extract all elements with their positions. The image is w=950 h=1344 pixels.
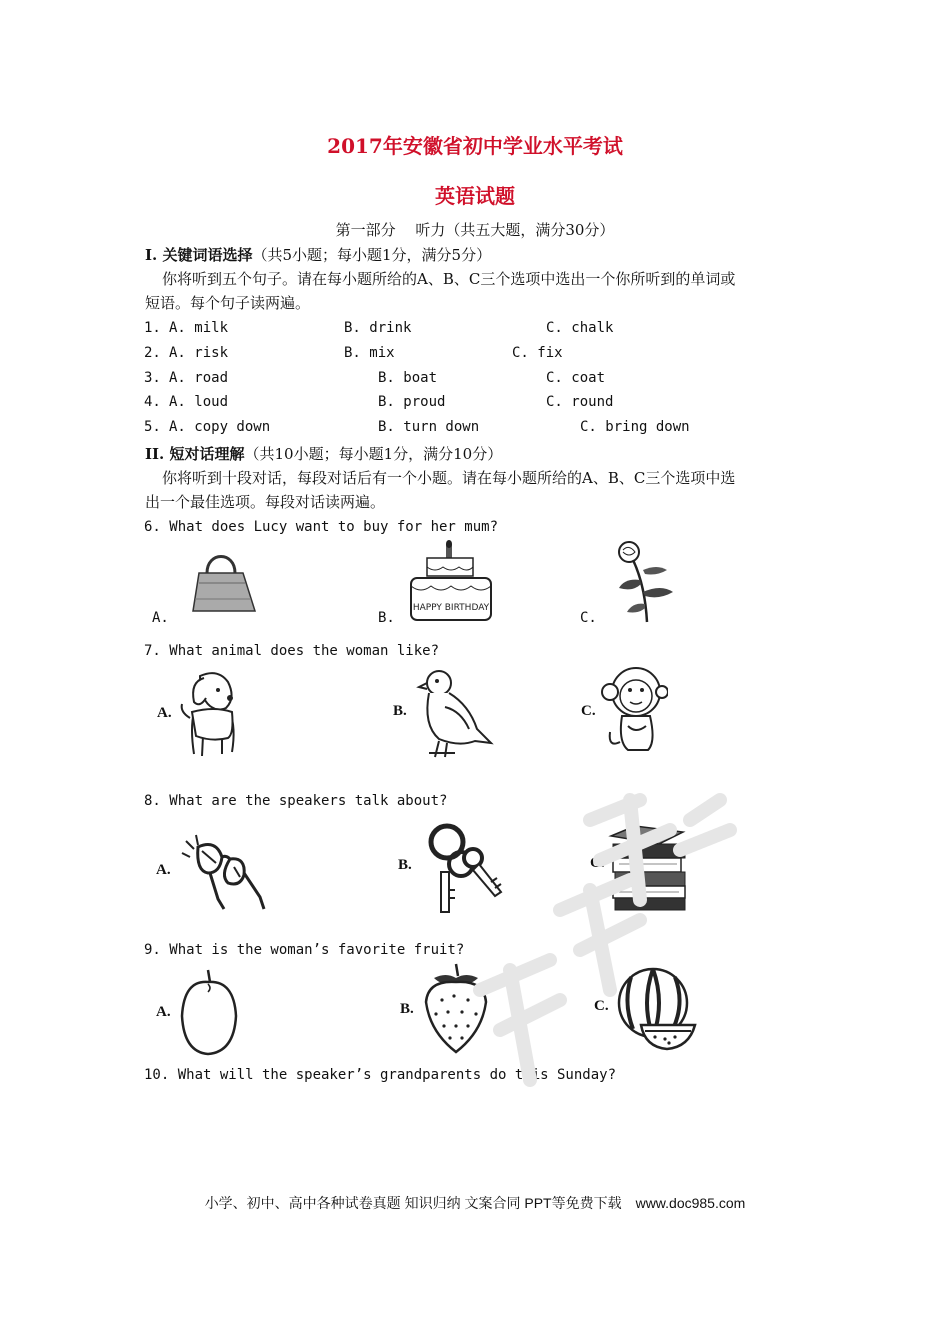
- item-option-c: C. bring down: [580, 419, 690, 435]
- item-option-a: A. milk: [169, 320, 229, 336]
- question-8: 8. What are the speakers talk about?: [144, 793, 448, 809]
- q7-option-a: A.: [157, 705, 172, 721]
- item-option-b: B. boat: [378, 370, 438, 386]
- item-option-b: B. proud: [378, 394, 446, 410]
- item-option-b: B. turn down: [378, 419, 480, 435]
- question-7: 7. What animal does the woman like?: [144, 643, 440, 659]
- q6-option-b: B.: [378, 610, 395, 626]
- birthday-cake-icon: [405, 540, 497, 625]
- item-number: 4.: [144, 394, 161, 410]
- exam-subtitle: 英语试题: [435, 184, 515, 208]
- q6-option-c: C.: [580, 610, 597, 626]
- item-number: 2.: [144, 345, 161, 361]
- q9-option-c: C.: [594, 998, 609, 1014]
- watermark-decoration: [440, 760, 740, 1100]
- section1-instruction-1: 你将听到五个句子。请在每小题所给的A、B、C三个选项中选出一个你所听到的单词或: [162, 270, 736, 288]
- question-6: 6. What does Lucy want to buy for her mum?: [144, 519, 499, 535]
- q8-option-c: C.: [590, 855, 605, 871]
- item-number: 1.: [144, 320, 161, 336]
- item-option-a: A. loud: [169, 394, 229, 410]
- section1-title: I. 关键词语选择: [145, 246, 253, 264]
- section1-meta: （共5小题；每小题1分，满分5分）: [252, 246, 492, 264]
- part-one-heading: 第一部分 听力（共五大题，满分30分）: [335, 221, 615, 239]
- q8-option-b: B.: [398, 857, 412, 873]
- question-10: 10. What will the speaker’s grandparents do this Sunday?: [144, 1067, 617, 1083]
- page-footer: 小学、初中、高中各种试卷真题 知识归纳 文案合同 PPT等免费下载 www.doc985.com: [204, 1195, 746, 1211]
- question-9: 9. What is the woman’s favorite fruit?: [144, 942, 465, 958]
- item-number: 3.: [144, 370, 161, 386]
- q6-option-a: A.: [152, 610, 169, 626]
- glasses-icon: [180, 833, 270, 913]
- item-option-a: A. copy down: [169, 419, 271, 435]
- section1-heading: [145, 244, 491, 265]
- section2-heading: [145, 443, 502, 464]
- section2-instruction-2: 出一个最佳选项。每段对话读两遍。: [145, 493, 386, 511]
- exam-title: 2017年安徽省初中学业水平考试: [327, 134, 623, 158]
- section1-instruction-2: 短语。每个句子读两遍。: [145, 294, 311, 312]
- q8-option-a: A.: [156, 862, 171, 878]
- section2-instruction-1: 你将听到十段对话，每段对话后有一个小题。请在每小题所给的A、B、C三个选项中选: [162, 469, 736, 487]
- item-option-c: C. round: [546, 394, 614, 410]
- q7-option-b: B.: [393, 703, 407, 719]
- item-option-a: A. road: [169, 370, 229, 386]
- rose-icon: [605, 540, 690, 625]
- plum-icon: [178, 966, 240, 1058]
- item-option-b: B. drink: [344, 320, 412, 336]
- item-option-c: C. fix: [512, 345, 563, 361]
- item-number: 5.: [144, 419, 161, 435]
- item-option-b: B. mix: [344, 345, 395, 361]
- item-option-c: C. chalk: [546, 320, 614, 336]
- q7-option-c: C.: [581, 703, 596, 719]
- handbag-icon: [185, 545, 265, 615]
- dog-icon: [178, 668, 246, 760]
- q9-option-a: A.: [156, 1004, 171, 1020]
- bird-icon: [415, 665, 495, 760]
- item-option-a: A. risk: [169, 345, 229, 361]
- section2-meta: （共10小题；每小题1分，满分10分）: [244, 445, 503, 463]
- q9-option-b: B.: [400, 1001, 414, 1017]
- cake-text: HAPPY BIRTHDAY: [412, 603, 490, 613]
- monkey-icon: [600, 662, 668, 754]
- section2-title: II. 短对话理解: [145, 445, 245, 463]
- item-option-c: C. coat: [546, 370, 606, 386]
